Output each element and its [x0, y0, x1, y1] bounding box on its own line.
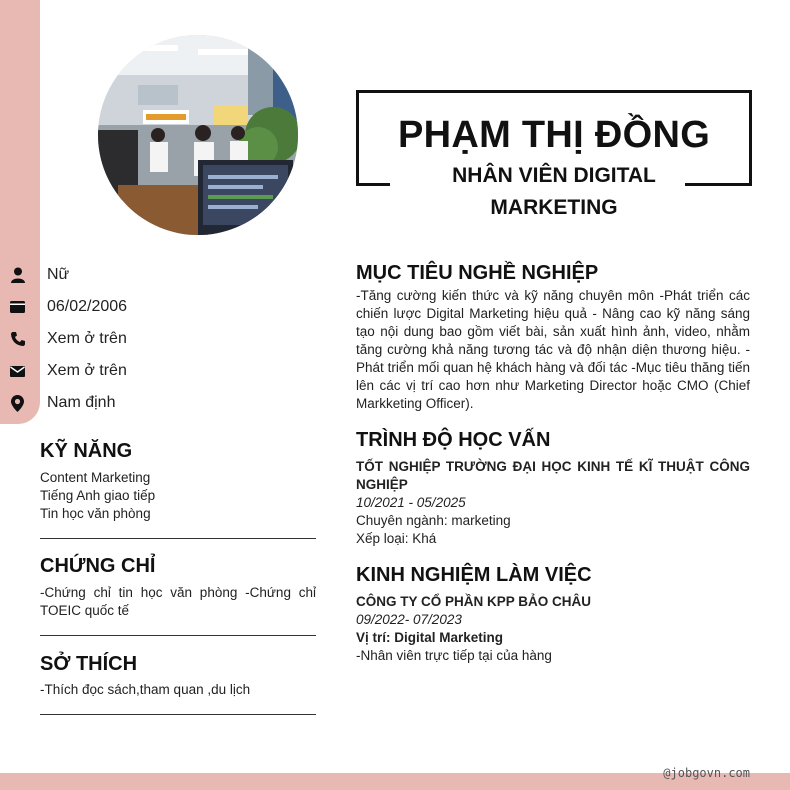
- experience-position: Vị trí: Digital Marketing: [356, 630, 504, 645]
- contact-phone-text: Xem ở trên: [47, 330, 127, 347]
- skill-item: Content Marketing: [40, 470, 151, 485]
- full-name: PHẠM THỊ ĐỒNG: [397, 114, 711, 156]
- contact-phone: [0, 324, 127, 354]
- education-school: TỐT NGHIỆP TRƯỜNG ĐẠI HỌC KINH TẾ KĨ THUẬT CÔNG NGHIỆP: [356, 459, 750, 492]
- contact-email: [0, 356, 127, 386]
- certificates-text: -Chứng chỉ tin học văn phòng -Chứng chỉ TOEIC quốc tế: [40, 585, 316, 618]
- contact-email-text: Xem ở trên: [47, 362, 127, 379]
- section-divider: [40, 635, 316, 636]
- job-title: [356, 160, 752, 224]
- experience-description: -Nhân viên trực tiếp tại của hàng: [356, 648, 552, 663]
- contact-gender: [0, 260, 69, 290]
- job-title-line2: MARKETING: [490, 196, 618, 219]
- skill-item: Tiếng Anh giao tiếp: [40, 488, 156, 503]
- email-icon: [0, 366, 35, 377]
- objective-heading: MỤC TIÊU NGHỀ NGHIỆP: [356, 262, 599, 284]
- experience-period: 09/2022- 07/2023: [356, 612, 462, 627]
- contact-gender-text: Nữ: [47, 266, 70, 283]
- section-divider: [40, 538, 316, 539]
- contact-address-text: Nam định: [47, 394, 116, 411]
- experience-company: CÔNG TY CỔ PHẦN KPP BẢO CHÂU: [356, 594, 592, 609]
- location-icon: [0, 395, 35, 412]
- certificates-heading: CHỨNG CHỈ: [40, 555, 156, 577]
- skill-item: Tin học văn phòng: [40, 506, 151, 521]
- section-divider: [40, 714, 316, 715]
- education-major: Chuyên ngành: marketing: [356, 513, 511, 528]
- contact-birthday-text: 06/02/2006: [47, 298, 128, 315]
- job-title-line1: NHÂN VIÊN DIGITAL: [452, 164, 656, 187]
- hobbies-text: -Thích đọc sách,tham quan ,du lịch: [40, 682, 251, 697]
- experience-heading: KINH NGHIỆM LÀM VIỆC: [356, 564, 592, 586]
- profile-photo: [98, 35, 298, 235]
- education-grade: Xếp loại: Khá: [356, 531, 437, 546]
- skills-list: [40, 469, 316, 523]
- objective-text: -Tăng cường kiến thức và kỹ năng chuyên môn -Phát triển các chiến lược Digital Marketing hiệu quả - Nâng cao kỹ năng sáng tạo nội dung bao gồm viết bài, sản xuất hình ảnh, video, nhằm tăng cường khả năng tương tác và độ nhận diện thương hiệu. - Phát triển mối quan hệ khách hàng và đối tác -Mục tiêu thăng tiến lên các vị trí cao hơn như Marketing Director hoặc CMO (Chief Markketing Officer).: [356, 288, 750, 411]
- person-icon: [0, 267, 35, 283]
- hobbies-heading: SỞ THÍCH: [40, 653, 138, 675]
- skills-heading: KỸ NĂNG: [40, 440, 133, 462]
- contact-address: [0, 388, 115, 418]
- education-heading: TRÌNH ĐỘ HỌC VẤN: [356, 429, 551, 451]
- contact-birthday: [0, 292, 127, 322]
- watermark: @jobgovn.com: [663, 766, 750, 780]
- phone-icon: [0, 332, 35, 346]
- calendar-icon: [0, 301, 35, 313]
- education-period: 10/2021 - 05/2025: [356, 495, 466, 510]
